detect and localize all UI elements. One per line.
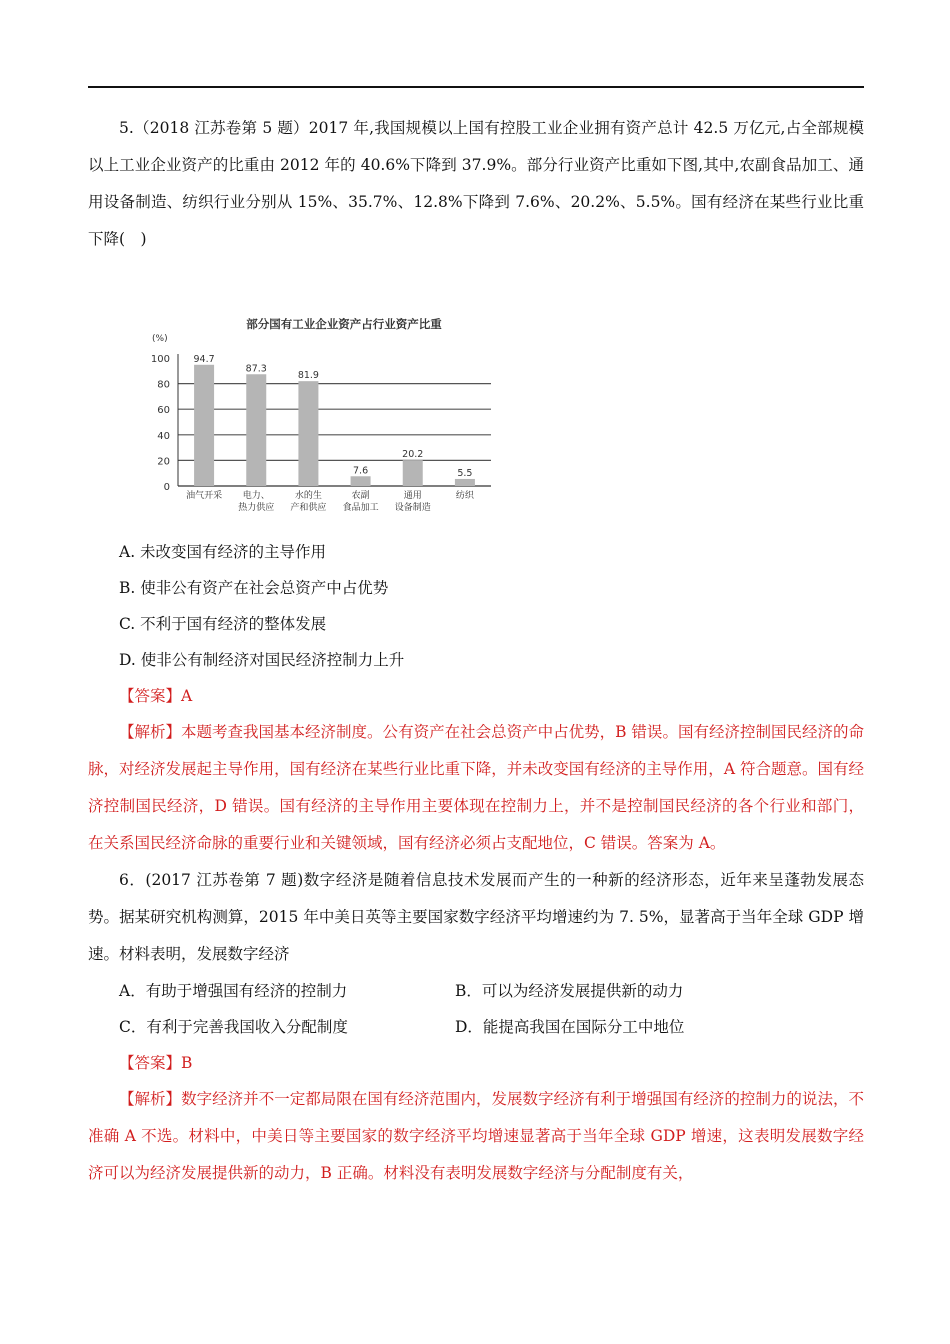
q6-analysis: 【解析】数字经济并不一定都局限在国有经济范围内，发展数字经济有利于增强国有经济的控制力的说法，不准确 A 不选。材料中，中美日等主要国家的数字经济平均增速显著高于当年全球 GDP 增速，这表明发展数字经济可以为经济发展提供新的动力，B 正确。材料没有表明发展数字经济与分配制度有关，: [88, 1090, 864, 1182]
x-tick-label: 通用: [403, 491, 422, 501]
bar-chart: [146, 314, 566, 514]
q6-options-row-2: [119, 1009, 864, 1045]
q6-option-c[interactable]: C．有利于完善我国收入分配制度: [119, 1018, 348, 1036]
x-tick-label: 农副: [351, 491, 370, 501]
y-tick-label: 100: [150, 354, 170, 365]
q6-answer: 【答案】B: [119, 1054, 193, 1072]
q6-options-row-1: [119, 973, 864, 1009]
q6-stem: 6．(2017 江苏卷第 7 题)数字经济是随着信息技术发展而产生的一种新的经济形态，近年来呈蓬勃发展态势。据某研究机构测算，2015 年中美日英等主要国家数字经济平均增速约为 7. 5%，显著高于当年全球 GDP 增速。材料表明，发展数字经济: [88, 871, 864, 963]
bar-value-label: 20.2: [402, 449, 424, 461]
bar: [403, 460, 423, 486]
y-axis-label: (%): [152, 334, 168, 344]
q5-option-c[interactable]: C. 不利于国有经济的整体发展: [119, 615, 327, 633]
bar-value-label: 87.3: [245, 363, 267, 375]
bar: [298, 381, 318, 486]
q5-answer: 【答案】A: [119, 687, 193, 705]
y-tick-label: 20: [157, 456, 170, 468]
x-tick-label: 产和供应: [290, 503, 327, 513]
x-tick-label: 食品加工: [342, 503, 379, 513]
y-tick-label: 80: [157, 379, 170, 391]
q5-option-d[interactable]: D. 使非公有制经济对国民经济控制力上升: [119, 651, 405, 669]
q6-option-a[interactable]: A．有助于增强国有经济的控制力: [119, 982, 348, 1000]
header-rule: [88, 86, 864, 88]
bar: [351, 476, 371, 486]
q5-chart: [146, 314, 566, 514]
chart-title: 部分国有工业企业资产占行业资产比重: [246, 317, 442, 331]
x-tick-label: 纺织: [455, 491, 474, 501]
x-tick-label: 水的生: [294, 491, 322, 501]
bar-value-label: 94.7: [193, 353, 215, 365]
q5-analysis: 【解析】本题考查我国基本经济制度。公有资产在社会总资产中占优势，B 错误。国有经济控制国民经济的命脉，对经济发展起主导作用，国有经济在某些行业比重下降，并未改变国有经济的主导作用，A 符合题意。国有经济控制国民经济，D 错误。国有经济的主导作用主要体现在控制力上，并不是控制国民经济的各个行业和部门，在关系国民经济命脉的重要行业和关键领域，国有经济必须占支配地位，C 错误。答案为 A。: [88, 723, 864, 852]
x-tick-label: 热力供应: [238, 503, 275, 513]
q5-option-a[interactable]: A. 未改变国有经济的主导作用: [119, 543, 327, 561]
q6-option-b[interactable]: B．可以为经济发展提供新的动力: [455, 982, 684, 1000]
q6-option-d[interactable]: D．能提高我国在国际分工中地位: [455, 1018, 685, 1036]
bar: [246, 374, 266, 486]
x-tick-label: 电力、: [242, 491, 270, 501]
x-tick-label: 设备制造: [394, 503, 431, 513]
q5-option-b[interactable]: B. 使非公有资产在社会总资产中占优势: [119, 579, 389, 597]
q5-stem: 5.（2018 江苏卷第 5 题）2017 年,我国规模以上国有控股工业企业拥有资产总计 42.5 万亿元,占全部规模以上工业企业资产的比重由 2012 年的 40.6%下降到 37.9%。部分行业资产比重如下图,其中,农副食品加工、通用设备制造、纺织行业分别从 15%、35.7%、12.8%下降到 7.6%、20.2%、5.5%。国有经济在某些行业比重下降( ): [88, 119, 864, 248]
bar: [455, 479, 475, 486]
bar: [194, 365, 214, 486]
y-tick-label: 0: [163, 482, 170, 493]
bar-value-label: 81.9: [297, 370, 319, 382]
y-tick-label: 40: [157, 430, 170, 442]
y-tick-label: 60: [157, 405, 170, 417]
page-content: [88, 110, 864, 1192]
bar-value-label: 5.5: [457, 467, 473, 479]
x-tick-label: 油气开采: [186, 491, 223, 501]
bar-value-label: 7.6: [353, 465, 369, 477]
